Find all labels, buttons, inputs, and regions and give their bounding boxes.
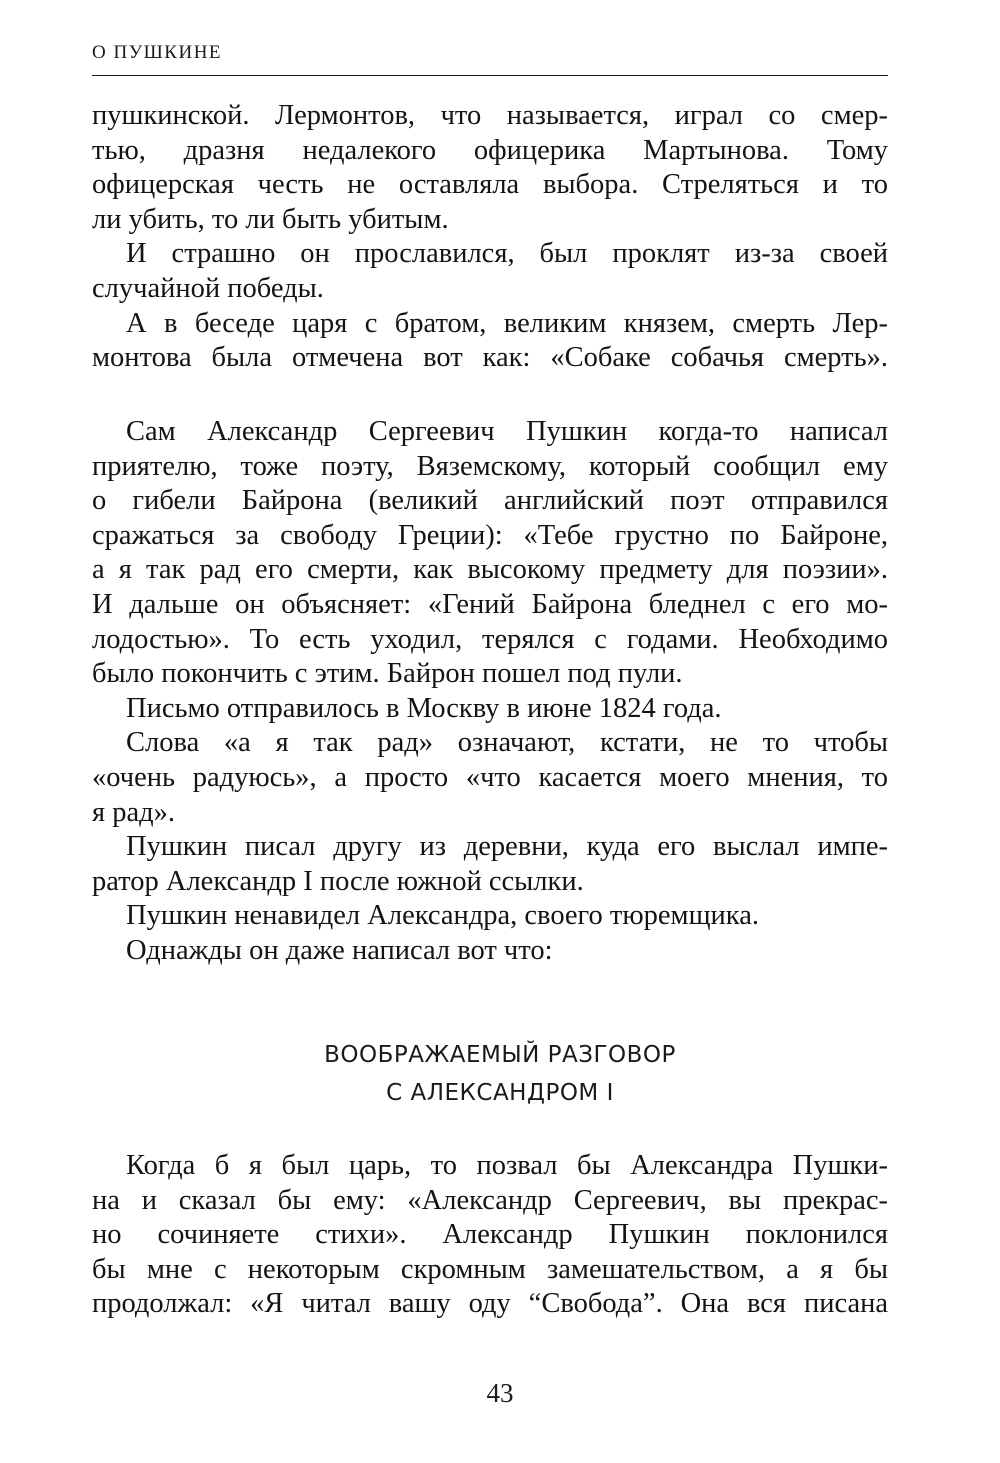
running-head: О ПУШКИНЕ	[92, 42, 223, 63]
text-line: но сочиняете стихи». Александр Пушкин поклонился	[92, 1219, 888, 1251]
text-line: продолжал: «Я читал вашу оду “Свобода”. Она вся писана	[92, 1288, 888, 1320]
text-line: ли убить, то ли быть убитым.	[92, 203, 449, 235]
text-line: А в беседе царя с братом, великим князем, смерть Лер-	[126, 307, 888, 339]
text-line: я рад».	[92, 796, 176, 828]
text-line: И дальше он объясняет: «Гений Байрона бледнел с его мо-	[92, 588, 888, 620]
text-line: Слова «а я так рад» означают, кстати, не то чтобы	[126, 727, 888, 759]
text-line: на и сказал бы ему: «Александр Сергеевич, вы прекрас-	[92, 1184, 888, 1216]
text-line: а я так рад его смерти, как высокому предмету для поэзии».	[92, 554, 888, 586]
text-line: офицерская честь не оставляла выбора. Стреляться и то	[92, 169, 888, 201]
text-line: тью, дразня недалекого офицерика Мартынова. Тому	[92, 134, 888, 166]
text-line: Пушкин писал другу из деревни, куда его выслал импе-	[126, 831, 888, 863]
text-line: было покончить с этим. Байрон пошел под пули.	[92, 658, 683, 690]
text-line: Однажды он даже написал вот что:	[126, 934, 553, 966]
text-line: монтова была отмечена вот как: «Собаке собачья смерть».	[92, 342, 888, 374]
text-line: пушкинской. Лермонтов, что называется, играл со смер-	[92, 100, 888, 131]
text-line: о гибели Байрона (великий английский поэт отправился	[92, 485, 888, 517]
text-line: Пушкин ненавидел Александра, своего тюремщика.	[126, 900, 759, 932]
section-heading-line-1: ВООБРАЖАЕМЫЙ РАЗГОВОР	[324, 1042, 676, 1068]
text-line: случайной победы.	[92, 272, 324, 304]
text-line: «очень радуюсь», а просто «что касается моего мнения, то	[92, 761, 888, 793]
text-line: сражаться за свободу Греции): «Тебе грустно по Байроне,	[92, 519, 888, 551]
text-line: Сам Александр Сергеевич Пушкин когда-то написал	[126, 416, 888, 447]
text-line: И страшно он прославился, был проклят из-за своей	[126, 238, 888, 270]
header-rule	[92, 75, 888, 76]
text-line: бы мне с некоторым скромным замешательством, а я бы	[92, 1253, 888, 1285]
page-number: 43	[486, 1378, 514, 1408]
text-line: приятелю, тоже поэту, Вяземскому, который сообщил ему	[92, 450, 888, 482]
text-line: лодостью». То есть уходил, терялся с годами. Необходимо	[92, 623, 888, 655]
text-block-lermontov	[92, 99, 888, 376]
text-block-pushkin-byron	[92, 415, 888, 969]
text-line: ратор Александр I после южной ссылки.	[92, 865, 584, 897]
section-heading-line-2: С АЛЕКСАНДРОМ I	[386, 1080, 614, 1106]
text-block-imaginary-dialogue	[92, 1149, 888, 1322]
text-line: Письмо отправилось в Москву в июне 1824 года.	[126, 692, 722, 724]
text-line: Когда б я был царь, то позвал бы Александра Пушки-	[126, 1150, 888, 1181]
